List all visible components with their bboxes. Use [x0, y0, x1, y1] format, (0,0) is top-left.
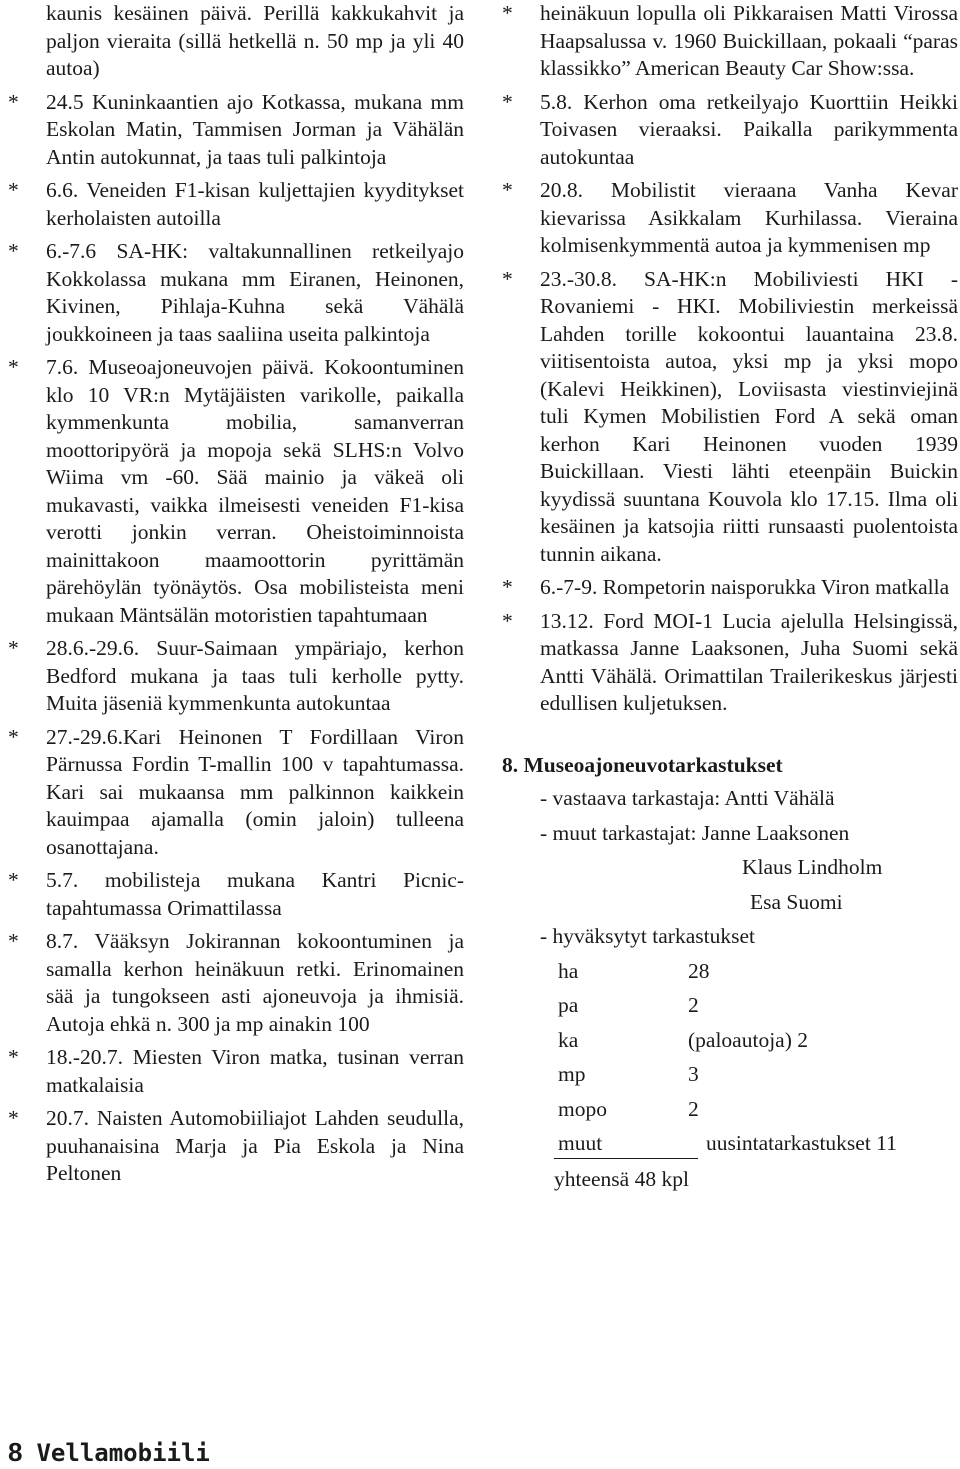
entry-text: 6.-7-9. Rompetorin naisporukka Viron matkalla: [540, 575, 950, 599]
stat-value: 28: [688, 958, 710, 983]
entry-text: heinäkuun lopulla oli Pikkaraisen Matti Virossa Haapsalussa v. 1960 Buickillaan, pokaali “paras klassikko” American Beauty Car Show:ssa.: [540, 1, 958, 80]
list-item: [8, 724, 464, 862]
entry-text: 27.-29.6.Kari Heinonen T Fordillaan Viron Pärnussa Fordin T-mallin 100 v tapahtumassa. Kari sai mukaansa mm palkinnon kaikkein kauimpaa ajamalla (omin jaloin) tulleena osanottajana.: [46, 724, 464, 859]
entry-text: 6.-7.6 SA-HK: valtakunnallinen retkeilyajo Kokkolassa mukana mm Eiranen, Heinonen, Kivinen, Pihlaja-Kuhna sekä Vähälä joukkoineen ja taas saaliina useita palkintoja: [46, 239, 464, 346]
inspector-responsible: - vastaava tarkastaja: Antti Vähälä: [540, 786, 835, 810]
stat-row: [502, 1027, 958, 1055]
stats-table: [502, 958, 958, 1159]
entry-text: 20.7. Naisten Automobiiliajot Lahden seudulla, puuhanaisina Marja ja Pia Eskola ja Nina Peltonen: [46, 1106, 464, 1185]
bullet-marker: *: [8, 355, 19, 379]
list-item: [502, 177, 958, 260]
bullet-marker: *: [8, 239, 19, 263]
left-column: [8, 0, 464, 1194]
list-item: [8, 177, 464, 232]
stat-value: 3: [688, 1062, 699, 1086]
stat-key: ha: [558, 958, 579, 983]
bullet-marker: *: [8, 868, 19, 892]
entry-text: 28.6.-29.6. Suur-Saimaan ympäriajo, kerhon Bedford mukana ja taas tuli kerholle pytty. Muita jäseniä kymmenkunta autokuntaa: [46, 636, 464, 715]
bullet-marker: *: [502, 178, 513, 202]
bullet-marker: *: [8, 724, 19, 749]
entry-text: 18.-20.7. Miesten Viron matka, tusinan verran matkalaisia: [46, 1045, 464, 1097]
inspector-other-2: Esa Suomi: [750, 889, 843, 914]
stat-key: muut: [554, 1130, 698, 1159]
page-number: 8: [8, 1437, 23, 1467]
intro-paragraph: kaunis kesäinen päivä. Perillä kakkukahvit ja paljon vieraita (sillä hetkellä n. 50 mp ja yli 40 autoa): [46, 1, 464, 80]
stat-row: [502, 958, 958, 986]
list-item: [502, 89, 958, 172]
entry-text: 7.6. Museoajoneuvojen päivä. Kokoontuminen klo 10 VR:n Mytäjäisten varikolle, paikalla kymmenkunta mobilia, samanverran moottoripyörä ja mopoja sekä SLHS:n Volvo Wiima vm -60. Sää mainio ja väkeä oli mukavasti, vaikka ilmeisesti veneiden F1-kisa verotti jonkin verran. Oheistoiminnoista mainittakoon maamoottorin pyrittämän pärehöylän työnäytös. Osa mobilisteista meni mukaan Mäntsälän motoristien tapahtumaan: [46, 355, 464, 627]
bullet-marker: *: [8, 636, 19, 660]
list-item: [8, 354, 464, 629]
stats-total: yhteensä 48 kpl: [554, 1166, 689, 1191]
list-item: [8, 89, 464, 172]
entry-text: 13.12. Ford MOI-1 Lucia ajelulla Helsingissä, matkassa Janne Laaksonen, Juha Suomi sekä Antti Vähälä. Orimattilan Trailerikeskus järjesti edullisen kuljetuksen.: [540, 608, 958, 715]
list-item: [8, 867, 464, 922]
inspector-others-label: - muut tarkastajat: Janne Laaksonen: [540, 820, 850, 845]
stat-row: [502, 1061, 958, 1089]
stat-row: [502, 1096, 958, 1124]
left-entries: [8, 89, 464, 1188]
bullet-marker: *: [8, 929, 19, 953]
entry-text: 20.8. Mobilistit vieraana Vanha Kevar kievarissa Asikkalam Kurhilassa. Vieraina kolmisenkymmentä autoa ja kymmenisen mp: [540, 178, 958, 257]
stat-key: mp: [558, 1062, 586, 1086]
stat-value: uusintatarkastukset 11: [706, 1131, 897, 1155]
list-item: [502, 0, 958, 83]
stat-row: [502, 1130, 958, 1159]
list-item: [8, 1105, 464, 1188]
list-item: [502, 574, 958, 602]
stat-value: 2: [688, 993, 699, 1017]
page-footer: [8, 1438, 210, 1467]
bullet-marker: *: [502, 266, 513, 291]
stat-row: [502, 992, 958, 1020]
bullet-marker: *: [502, 608, 513, 633]
entry-text: 8.7. Vääksyn Jokirannan kokoontuminen ja samalla kerhon heinäkuun retki. Erinomainen sää ja tungokseen asti ajoneuvoja ja ihmisiä. Autoja ehkä n. 300 ja mp ainakin 100: [46, 929, 464, 1036]
list-item: [502, 266, 958, 569]
bullet-marker: *: [8, 1106, 19, 1130]
stat-key: pa: [558, 993, 579, 1017]
stat-key: ka: [558, 1027, 579, 1052]
bullet-marker: *: [502, 1, 513, 25]
section-title: 8. Museoajoneuvotarkastukset: [502, 752, 783, 777]
stat-key: mopo: [558, 1096, 607, 1121]
stat-value: 2: [688, 1096, 699, 1121]
list-item: [8, 635, 464, 718]
approved-label: - hyväksytyt tarkastukset: [540, 924, 755, 948]
bullet-marker: *: [8, 178, 19, 202]
list-item: [8, 1044, 464, 1099]
entry-text: 6.6. Veneiden F1-kisan kuljettajien kyyditykset kerholaisten autoilla: [46, 178, 464, 230]
bullet-marker: *: [8, 89, 19, 114]
list-item: [8, 928, 464, 1038]
bullet-marker: *: [502, 575, 513, 599]
bullet-marker: *: [502, 89, 513, 114]
list-item: [8, 238, 464, 348]
right-entries: [502, 0, 958, 718]
bullet-marker: *: [8, 1045, 19, 1069]
entry-text: 23.-30.8. SA-HK:n Mobiliviesti HKI - Rovaniemi - HKI. Mobiliviestin merkeissä Lahden torille kokoontui lauantaina 23.8. viitisentoista autoa, yksi mp ja yksi mopo (Kalevi Heikkinen), Loviisasta viestinviejinä tuli Kymen Mobilistien Ford A sekä oman kerhon Kari Heinonen vuoden 1939 Buickillaan. Viesti lähti eteenpäin Buickin kyydissä suuntana Kouvola klo 17.15. Ilma oli kesäinen ja katsojia riitti runsaasti puolentoista tunnin aikana.: [540, 266, 958, 566]
entry-text: 5.7. mobilisteja mukana Kantri Picnic-tapahtumassa Orimattilassa: [46, 868, 464, 920]
publication-name: Vellamobiili: [36, 1439, 210, 1467]
inspector-other-1: Klaus Lindholm: [742, 855, 883, 879]
right-column: [502, 0, 958, 1193]
entry-text: 24.5 Kuninkaantien ajo Kotkassa, mukana mm Eskolan Matin, Tammisen Jorman ja Vähälän Antin autokunnat, ja taas tuli palkintoja: [46, 89, 464, 169]
stat-value: (paloautoja) 2: [688, 1027, 808, 1052]
entry-text: 5.8. Kerhon oma retkeilyajo Kuorttiin Heikki Toivasen vieraaksi. Paikalla parikymmenta autokuntaa: [540, 89, 958, 169]
list-item: [502, 608, 958, 718]
